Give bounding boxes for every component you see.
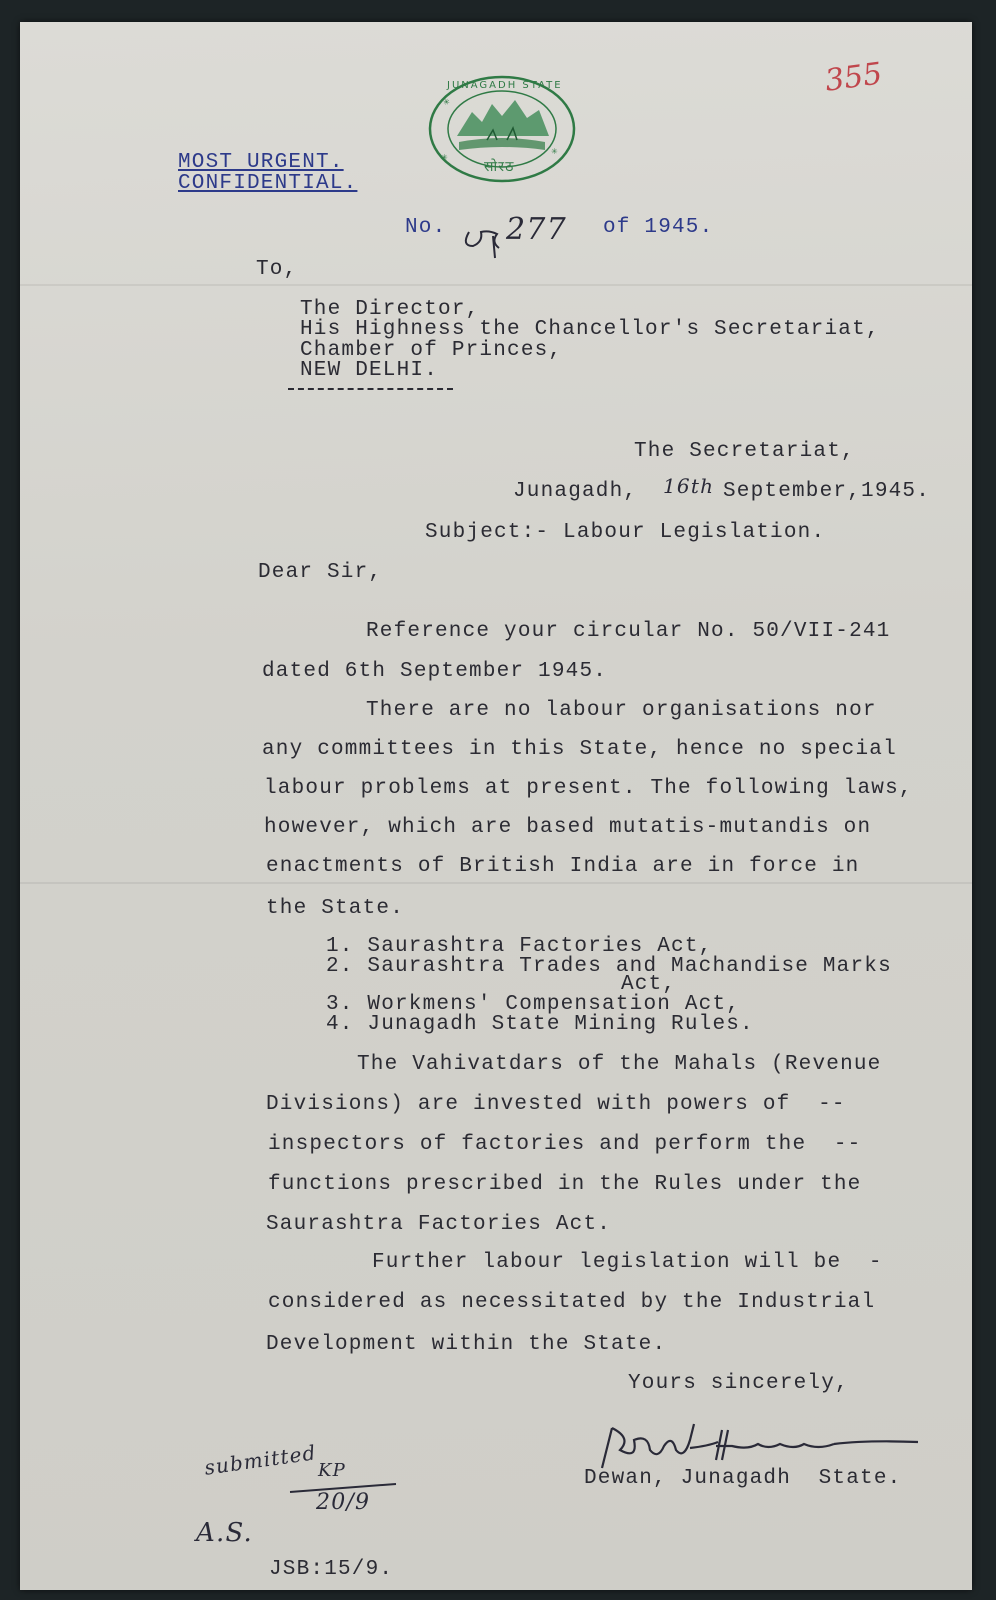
paper-fold [20,882,972,884]
para2-line: however, which are based mutatis-mutandis on [264,816,872,839]
para2-line: enactments of British India are in force in [266,855,860,878]
sender-month-year: September,1945. [723,480,931,503]
note-submitted: submitted [202,1440,318,1480]
para4-line: considered as necessitated by the Industrial [268,1291,876,1314]
addressee-line-4: NEW DELHI. [300,359,439,382]
para4-line: Development within the State. [266,1333,667,1356]
seal-script: सोरठ [484,159,515,175]
law-item: Act, [621,973,677,996]
addressee-underline [288,388,453,390]
svg-text:✳: ✳ [551,147,558,156]
priority-most-urgent: MOST URGENT. [178,151,344,174]
para3-line: inspectors of factories and perform the -- [268,1133,862,1156]
priority-confidential: CONFIDENTIAL. [178,172,358,195]
law-item: 3. Workmens' Compensation Act, [326,993,741,1016]
addressee-line-2: His Highness the Chancellor's Secretariat, [300,318,880,341]
sender-office: The Secretariat, [634,440,855,463]
para3-line: The Vahivatdars of the Mahals (Revenue [357,1053,882,1076]
sender-place: Junagadh, [513,480,638,503]
law-item: 2. Saurashtra Trades and Machandise Marks [326,955,892,978]
para2-line: the State. [266,897,405,920]
to-label: To, [256,258,298,281]
seal-text: JUNAGADH STATE [447,80,563,91]
para1-line: dated 6th September 1945. [262,660,608,683]
note-kp: KP [318,1460,346,1481]
paper-fold [20,284,972,286]
note-initials: A.S. [196,1518,253,1548]
addressee-line-1: The Director, [300,298,480,321]
para1-line: Reference your circular No. 50/VII-241 [366,620,891,643]
subject-line: Subject:- Labour Legislation. [425,521,826,544]
handwritten-mark [459,212,507,260]
law-item: 1. Saurashtra Factories Act, [326,935,713,958]
addressee-line-3: Chamber of Princes, [300,339,563,362]
svg-text:✳: ✳ [441,153,448,162]
valediction: Yours sincerely, [628,1372,849,1395]
para2-line: labour problems at present. The following laws, [264,777,913,800]
salutation: Dear Sir, [258,561,383,584]
handwritten-day: 16th [663,474,715,498]
para3-line: functions prescribed in the Rules under the [268,1173,862,1196]
number-suffix: of 1945. [603,216,714,239]
law-item: 4. Junagadh State Mining Rules. [326,1013,754,1036]
handwritten-number: 277 [506,212,567,247]
para3-line: Divisions) are invested with powers of -- [266,1093,846,1116]
number-prefix: No. [405,216,447,239]
note-date: 20/9 [316,1490,371,1515]
para2-line: There are no labour organisations nor [366,699,877,722]
para2-line: any committees in this State, hence no special [262,738,897,761]
margin-file-number: 355 [822,56,885,99]
signatory-designation: Dewan, Junagadh State. [584,1467,902,1490]
svg-text:✳: ✳ [441,96,452,108]
para3-line: Saurashtra Factories Act. [266,1213,612,1236]
para4-line: Further labour legislation will be - [372,1251,883,1274]
reference-code: JSB:15/9. [269,1558,394,1581]
